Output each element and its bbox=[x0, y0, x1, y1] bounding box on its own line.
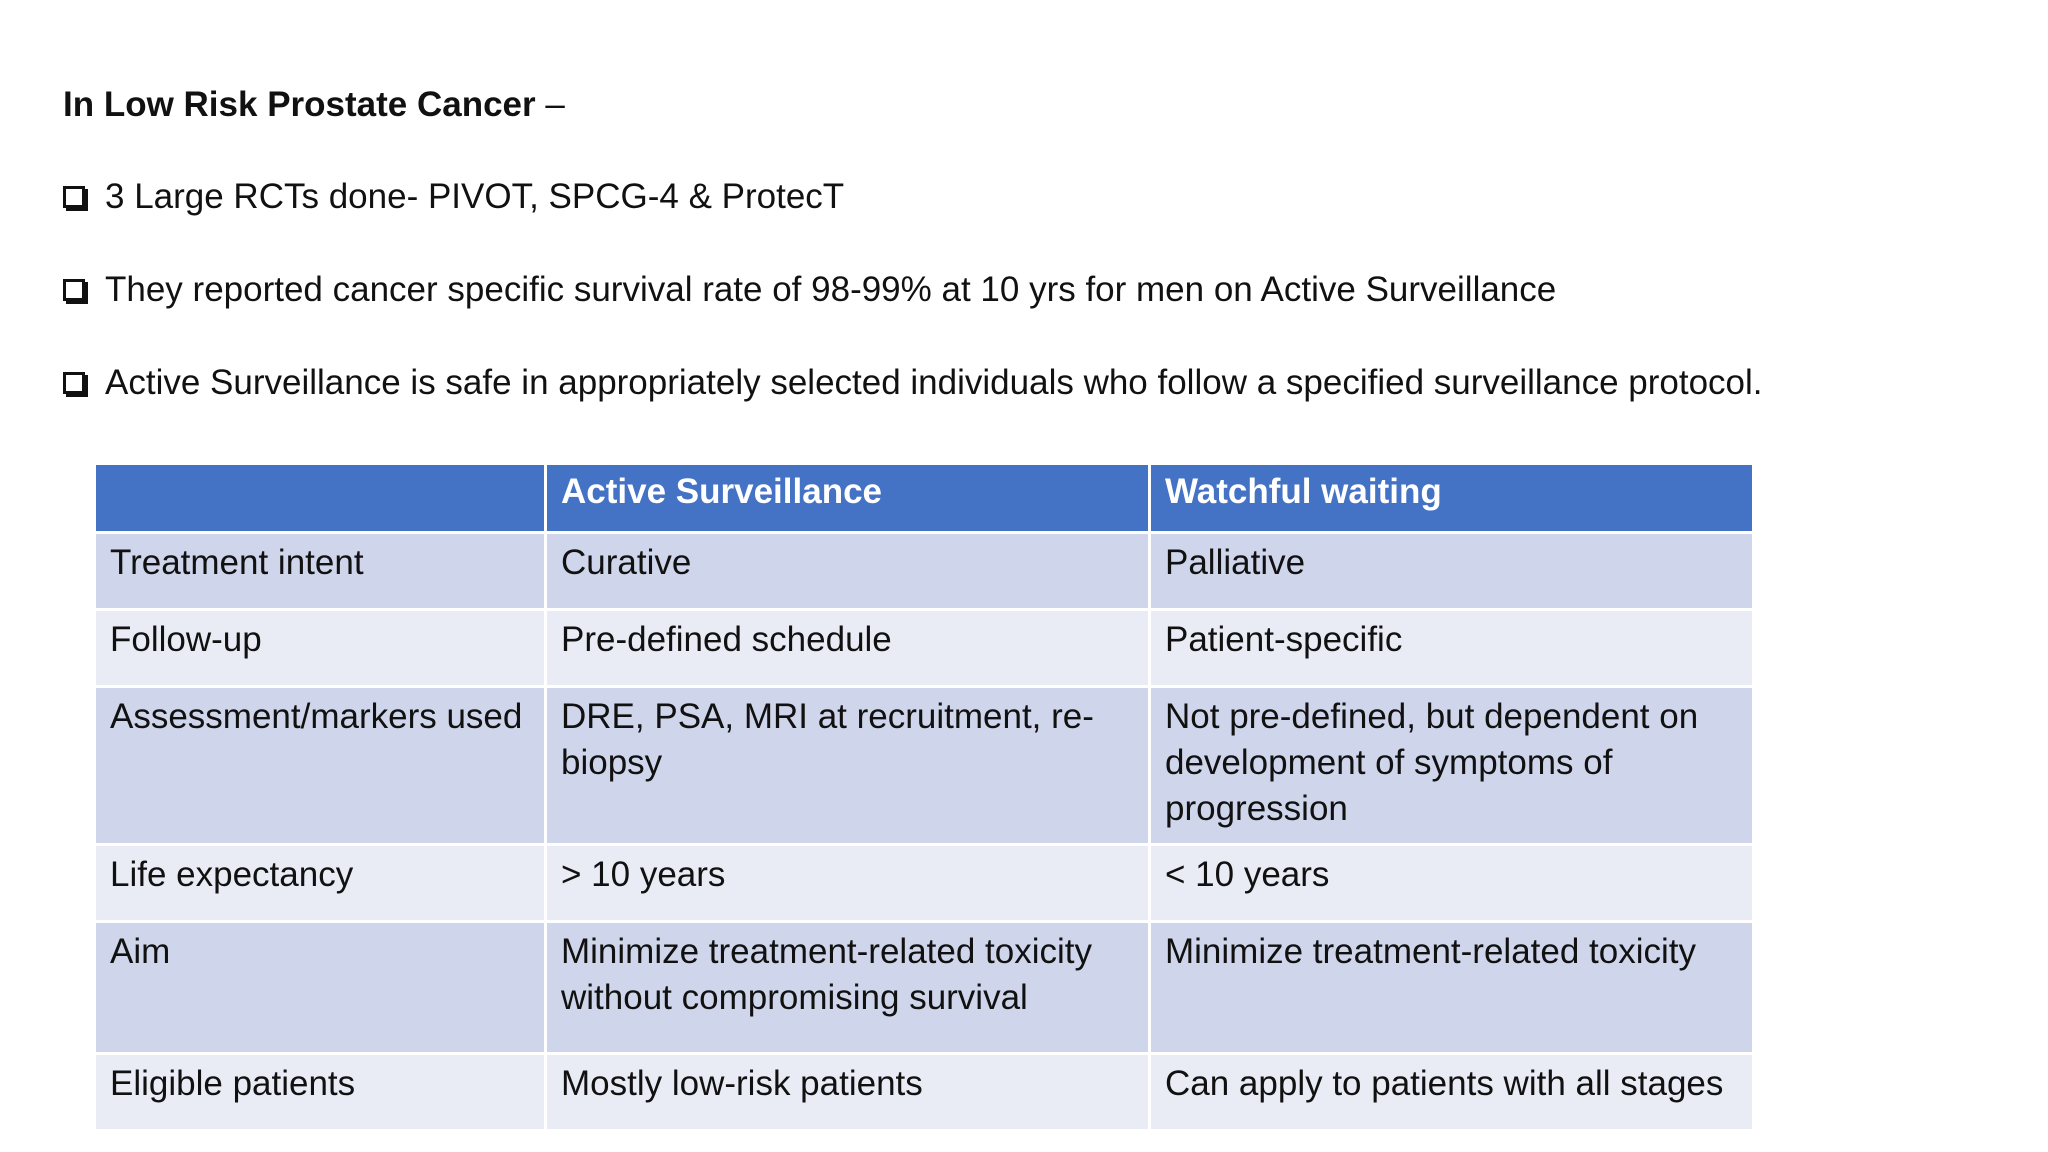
table-cell: Palliative bbox=[1150, 533, 1754, 610]
table-row bbox=[95, 533, 1754, 610]
table-cell: Pre-defined schedule bbox=[546, 610, 1150, 687]
slide-heading bbox=[63, 84, 565, 126]
table-header-cell: Active Surveillance bbox=[546, 464, 1150, 533]
bullet-text: They reported cancer specific survival rate of 98-99% at 10 yrs for men on Active Surveillance bbox=[105, 270, 1557, 309]
table-cell: Minimize treatment-related toxicity without compromising survival bbox=[546, 922, 1150, 1054]
table-cell: Can apply to patients with all stages bbox=[1150, 1054, 1754, 1131]
table-header-row bbox=[95, 464, 1754, 533]
heading-bold-text: In Low Risk Prostate Cancer bbox=[63, 85, 536, 124]
row-label-cell: Follow-up bbox=[95, 610, 546, 687]
table-row bbox=[95, 845, 1754, 922]
row-label-cell: Treatment intent bbox=[95, 533, 546, 610]
bullet-item bbox=[63, 362, 1763, 404]
heading-dash: – bbox=[535, 85, 565, 124]
bullet-text: Active Surveillance is safe in appropriately selected individuals who follow a specified surveillance protocol. bbox=[105, 363, 1763, 402]
row-label-cell: Life expectancy bbox=[95, 845, 546, 922]
table-row bbox=[95, 922, 1754, 1054]
table-cell: Mostly low-risk patients bbox=[546, 1054, 1150, 1131]
table-cell: Patient-specific bbox=[1150, 610, 1754, 687]
table-row bbox=[95, 610, 1754, 687]
table-cell: Curative bbox=[546, 533, 1150, 610]
table-row bbox=[95, 1054, 1754, 1131]
row-label-cell: Assessment/markers used bbox=[95, 687, 546, 845]
bullet-text: 3 Large RCTs done- PIVOT, SPCG-4 & ProtecT bbox=[105, 177, 845, 216]
table-cell: < 10 years bbox=[1150, 845, 1754, 922]
comparison-table bbox=[93, 462, 1755, 1132]
checkbox-bullet-icon bbox=[63, 372, 85, 394]
table-header-cell bbox=[95, 464, 546, 533]
table-cell: Not pre-defined, but dependent on development of symptoms of progression bbox=[1150, 687, 1754, 845]
table-cell: Minimize treatment-related toxicity bbox=[1150, 922, 1754, 1054]
table-header-cell: Watchful waiting bbox=[1150, 464, 1754, 533]
table-cell: > 10 years bbox=[546, 845, 1150, 922]
table-row bbox=[95, 687, 1754, 845]
bullet-item bbox=[63, 176, 844, 218]
checkbox-bullet-icon bbox=[63, 186, 85, 208]
row-label-cell: Eligible patients bbox=[95, 1054, 546, 1131]
checkbox-bullet-icon bbox=[63, 279, 85, 301]
table-cell: DRE, PSA, MRI at recruitment, re-biopsy bbox=[546, 687, 1150, 845]
bullet-item bbox=[63, 269, 1556, 311]
row-label-cell: Aim bbox=[95, 922, 546, 1054]
